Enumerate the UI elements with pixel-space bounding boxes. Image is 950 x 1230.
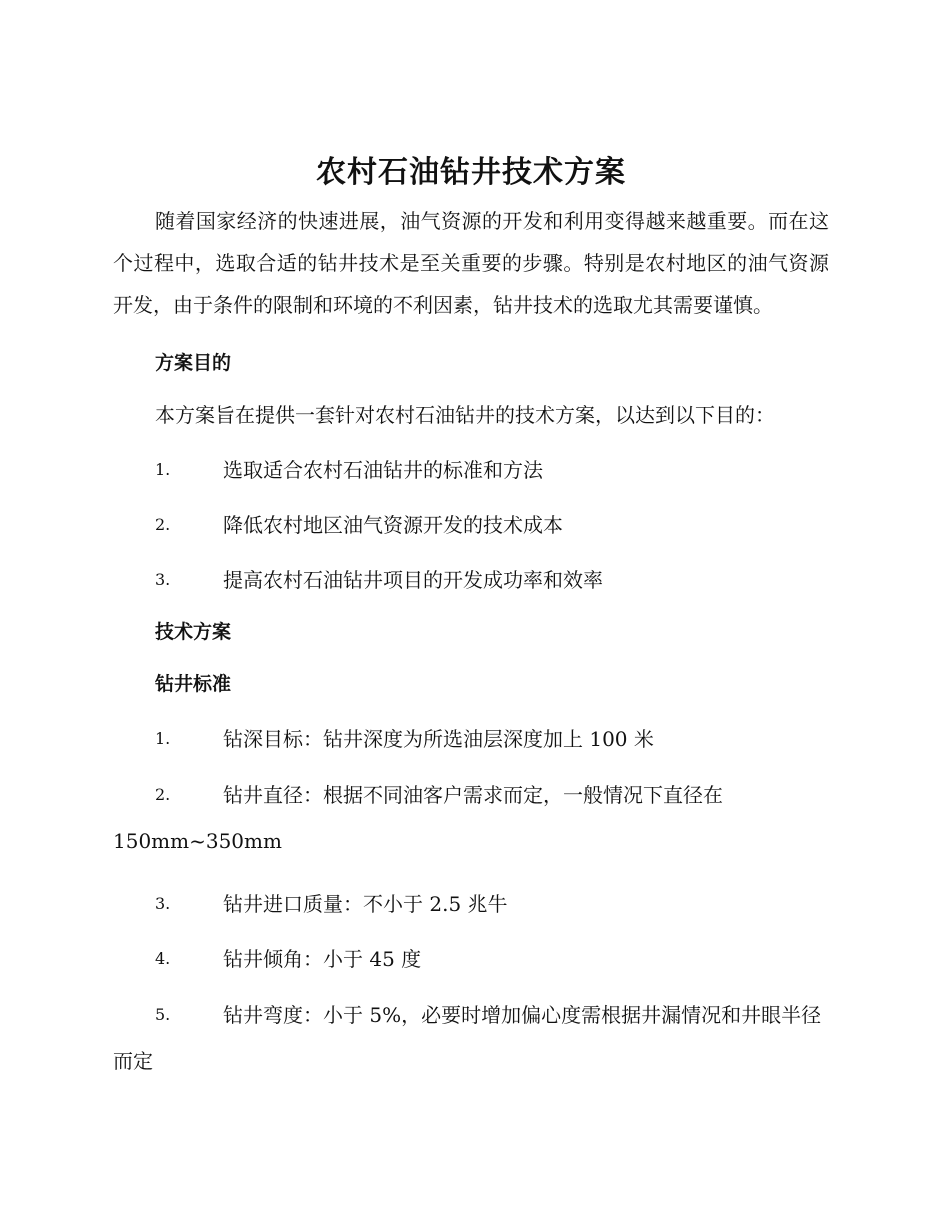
purpose-list	[113, 455, 829, 595]
document-title: 农村石油钻井技术方案	[316, 155, 626, 190]
list-item-text: 钻井弯度：小于 5%，必要时增加偏心度需根据井漏情况和井眼半径而定	[113, 1003, 822, 1073]
list-item-text: 提高农村石油钻井项目的开发成功率和效率	[223, 568, 603, 592]
list-item-text: 钻井进口质量：不小于 2.5 兆牛	[223, 892, 508, 916]
list-number: 1.	[155, 460, 171, 479]
list-item-text: 钻井直径：根据不同油客户需求而定，一般情况下直径在 150mm~350mm	[113, 783, 723, 853]
list-number: 1.	[155, 729, 171, 748]
list-item	[113, 772, 829, 864]
list-item	[113, 565, 829, 595]
purpose-lead-text: 本方案旨在提供一套针对农村石油钻井的技术方案，以达到以下目的：	[155, 403, 775, 427]
list-item-text: 选取适合农村石油钻井的标准和方法	[223, 458, 543, 482]
list-item	[113, 724, 829, 754]
list-item-text: 降低农村地区油气资源开发的技术成本	[223, 513, 563, 537]
list-item-text: 钻深目标：钻井深度为所选油层深度加上 100 米	[223, 727, 654, 751]
list-item	[113, 992, 829, 1084]
document-body	[113, 150, 829, 1084]
list-item	[113, 889, 829, 919]
intro-paragraph: 随着国家经济的快速进展，油气资源的开发和利用变得越来越重要。而在这个过程中，选取合适的钻井技术是至关重要的步骤。特别是农村地区的油气资源开发，由于条件的限制和环境的不利因素，钻井技术的选取尤其需要谨慎。	[113, 209, 829, 317]
standards-list	[113, 724, 829, 1084]
list-number: 3.	[155, 894, 171, 913]
list-number: 4.	[155, 949, 171, 968]
list-item	[113, 944, 829, 974]
subheading-drilling-standards: 钻井标准	[155, 673, 232, 695]
list-number: 5.	[155, 1005, 171, 1024]
list-item	[113, 455, 829, 485]
section-heading-technical-plan: 技术方案	[155, 621, 232, 643]
list-number: 2.	[155, 785, 171, 804]
list-item	[113, 510, 829, 540]
section-heading-purpose: 方案目的	[155, 352, 232, 374]
list-item-text: 钻井倾角：小于 45 度	[223, 947, 422, 971]
list-number: 2.	[155, 515, 171, 534]
list-number: 3.	[155, 570, 171, 589]
